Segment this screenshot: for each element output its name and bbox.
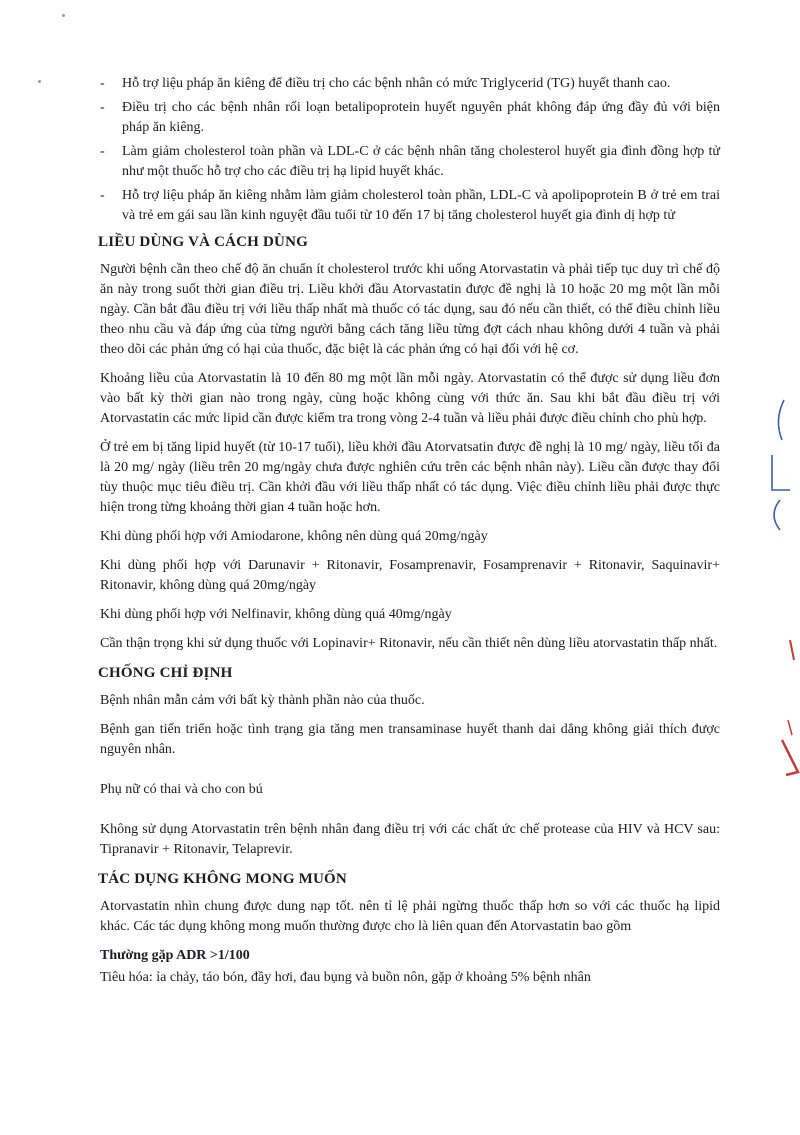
red-stamp-stroke bbox=[788, 720, 792, 735]
scan-speck bbox=[62, 14, 65, 17]
paragraph: Bệnh gan tiến triển hoặc tình trạng gia tăng men transaminase huyết thanh dai dẳng không giải thích được nguyên nhân. bbox=[100, 722, 720, 757]
paragraph: Phụ nữ có thai và cho con bú bbox=[100, 782, 263, 797]
paragraph: Tiêu hóa: ỉa chảy, táo bón, đầy hơi, đau bụng và buồn nôn, gặp ở khoảng 5% bệnh nhân bbox=[100, 970, 591, 985]
subheading-common-adr: Thường gặp ADR >1/100 bbox=[100, 948, 250, 963]
bullet-dash: - bbox=[100, 144, 105, 159]
list-item bbox=[100, 186, 720, 226]
blue-stamp-stroke bbox=[772, 455, 790, 490]
list-item-text: Điều trị cho các bệnh nhân rối loạn betalipoprotein huyết nguyên phát không đáp ứng đầy đủ với biện pháp ăn kiêng. bbox=[122, 100, 720, 135]
red-stamp-stroke bbox=[782, 740, 798, 775]
section-heading-contraindications: CHỐNG CHỈ ĐỊNH bbox=[98, 665, 233, 681]
section-heading-dosage: LIỀU DÙNG VÀ CÁCH DÙNG bbox=[98, 234, 308, 250]
bullet-dash: - bbox=[100, 188, 105, 203]
blue-stamp-stroke bbox=[778, 400, 784, 440]
red-stamp-stroke bbox=[790, 640, 794, 660]
paragraph: Cần thận trọng khi sử dụng thuốc với Lopinavir+ Ritonavir, nếu cần thiết nên dùng liều atorvastatin thấp nhất. bbox=[100, 636, 718, 651]
paragraph: Khoảng liều của Atorvastatin là 10 đến 80 mg một lần mỗi ngày. Atorvastatin có thể được sử dụng liều đơn vào bất kỳ thời gian nào trong ngày, cùng hoặc không cùng với thức ăn. Sau khi bắt đầu điều trị với Atorvastatin các mức lipid cần được kiểm tra trong vòng 2-4 tuần và liều phải được điều chỉnh cho phù hợp. bbox=[100, 371, 720, 426]
list-item bbox=[100, 142, 720, 182]
list-item bbox=[100, 98, 720, 138]
list-item-text: Hỗ trợ liệu pháp ăn kiêng nhằm làm giảm cholesterol toàn phần, LDL-C và apolipoprotein B ở trẻ em trai và trẻ em gái sau lần kinh nguyệt đầu tuổi từ 10 đến 17 bị tăng cholesterol huyết gia đình dị hợp tử bbox=[122, 188, 720, 223]
list-item-text: Hỗ trợ liệu pháp ăn kiêng để điều trị cho các bệnh nhân có mức Triglycerid (TG) huyết thanh cao. bbox=[122, 76, 671, 91]
document-body bbox=[100, 74, 720, 997]
paragraph: Atorvastatin nhìn chung được dung nạp tốt. nên tỉ lệ phải ngừng thuốc thấp hơn so với các thuốc hạ lipid khác. Các tác dụng không mong muốn thường được cho là liên quan đến Atorvastatin bao gồm bbox=[100, 899, 720, 934]
paragraph: Người bệnh cần theo chế độ ăn chuẩn ít cholesterol trước khi uống Atorvastatin và phải tiếp tục duy trì chế độ ăn này trong suốt thời gian điều trị. Liều khởi đầu Atorvastatin được đề nghị là 10 hoặc 20 mg một lần mỗi ngày. Cần bắt đầu điều trị với liều thấp nhất mà thuốc có tác dụng, sau đó nếu cần thiết, có thể điều chỉnh liều theo nhu cầu và đáp ứng của từng người bằng cách tăng liều từng đợt cách nhau không dưới 4 tuần và phải theo dõi các phản ứng có hại của thuốc, đặc biệt là các phản ứng có hại đối với hệ cơ. bbox=[100, 262, 720, 357]
side-stamp-marks bbox=[754, 0, 800, 1135]
indications-list bbox=[100, 74, 720, 226]
paragraph: Khi dùng phối hợp với Amiodarone, không nên dùng quá 20mg/ngày bbox=[100, 529, 488, 544]
paragraph: Khi dùng phối hợp với Nelfinavir, không dùng quá 40mg/ngày bbox=[100, 607, 452, 622]
blue-stamp-stroke bbox=[774, 500, 780, 530]
paragraph: Khi dùng phối hợp với Darunavir + Ritonavir, Fosamprenavir, Fosamprenavir + Ritonavir, Saquinavir+ Ritonavir, không dùng quá 20mg/ngày bbox=[100, 558, 720, 593]
bullet-dash: - bbox=[100, 100, 105, 115]
section-heading-adverse-effects: TÁC DỤNG KHÔNG MONG MUỐN bbox=[98, 871, 347, 887]
paragraph: Không sử dụng Atorvastatin trên bệnh nhân đang điều trị với các chất ức chế protease của HIV và HCV sau: Tipranavir + Ritonavir, Telaprevir. bbox=[100, 822, 720, 857]
paragraph: Bệnh nhân mẫn cảm với bất kỳ thành phần nào của thuốc. bbox=[100, 693, 425, 708]
list-item bbox=[100, 74, 720, 94]
list-item-text: Làm giảm cholesterol toàn phần và LDL-C ở các bệnh nhân tăng cholesterol huyết gia đình đồng hợp tử như một thuốc hỗ trợ cho các điều trị hạ lipid huyết khác. bbox=[122, 144, 720, 179]
bullet-dash: - bbox=[100, 76, 105, 91]
scan-speck bbox=[38, 80, 41, 83]
paragraph: Ở trẻ em bị tăng lipid huyết (từ 10-17 tuổi), liều khởi đầu Atorvatsatin được đề nghị là 10 mg/ ngày, liều tối đa là 20 mg/ ngày (liều trên 20 mg/ngày chưa được nghiên cứu trên các bệnh nhân này). Liều cần được thay đổi tùy thuộc mục tiêu điều trị. Cần khởi đầu với liều thấp nhất có tác dụng. Việc điều chỉnh liều phải được thực hiện trong từng khoảng thời gian 4 tuần hoặc hơn. bbox=[100, 440, 720, 515]
